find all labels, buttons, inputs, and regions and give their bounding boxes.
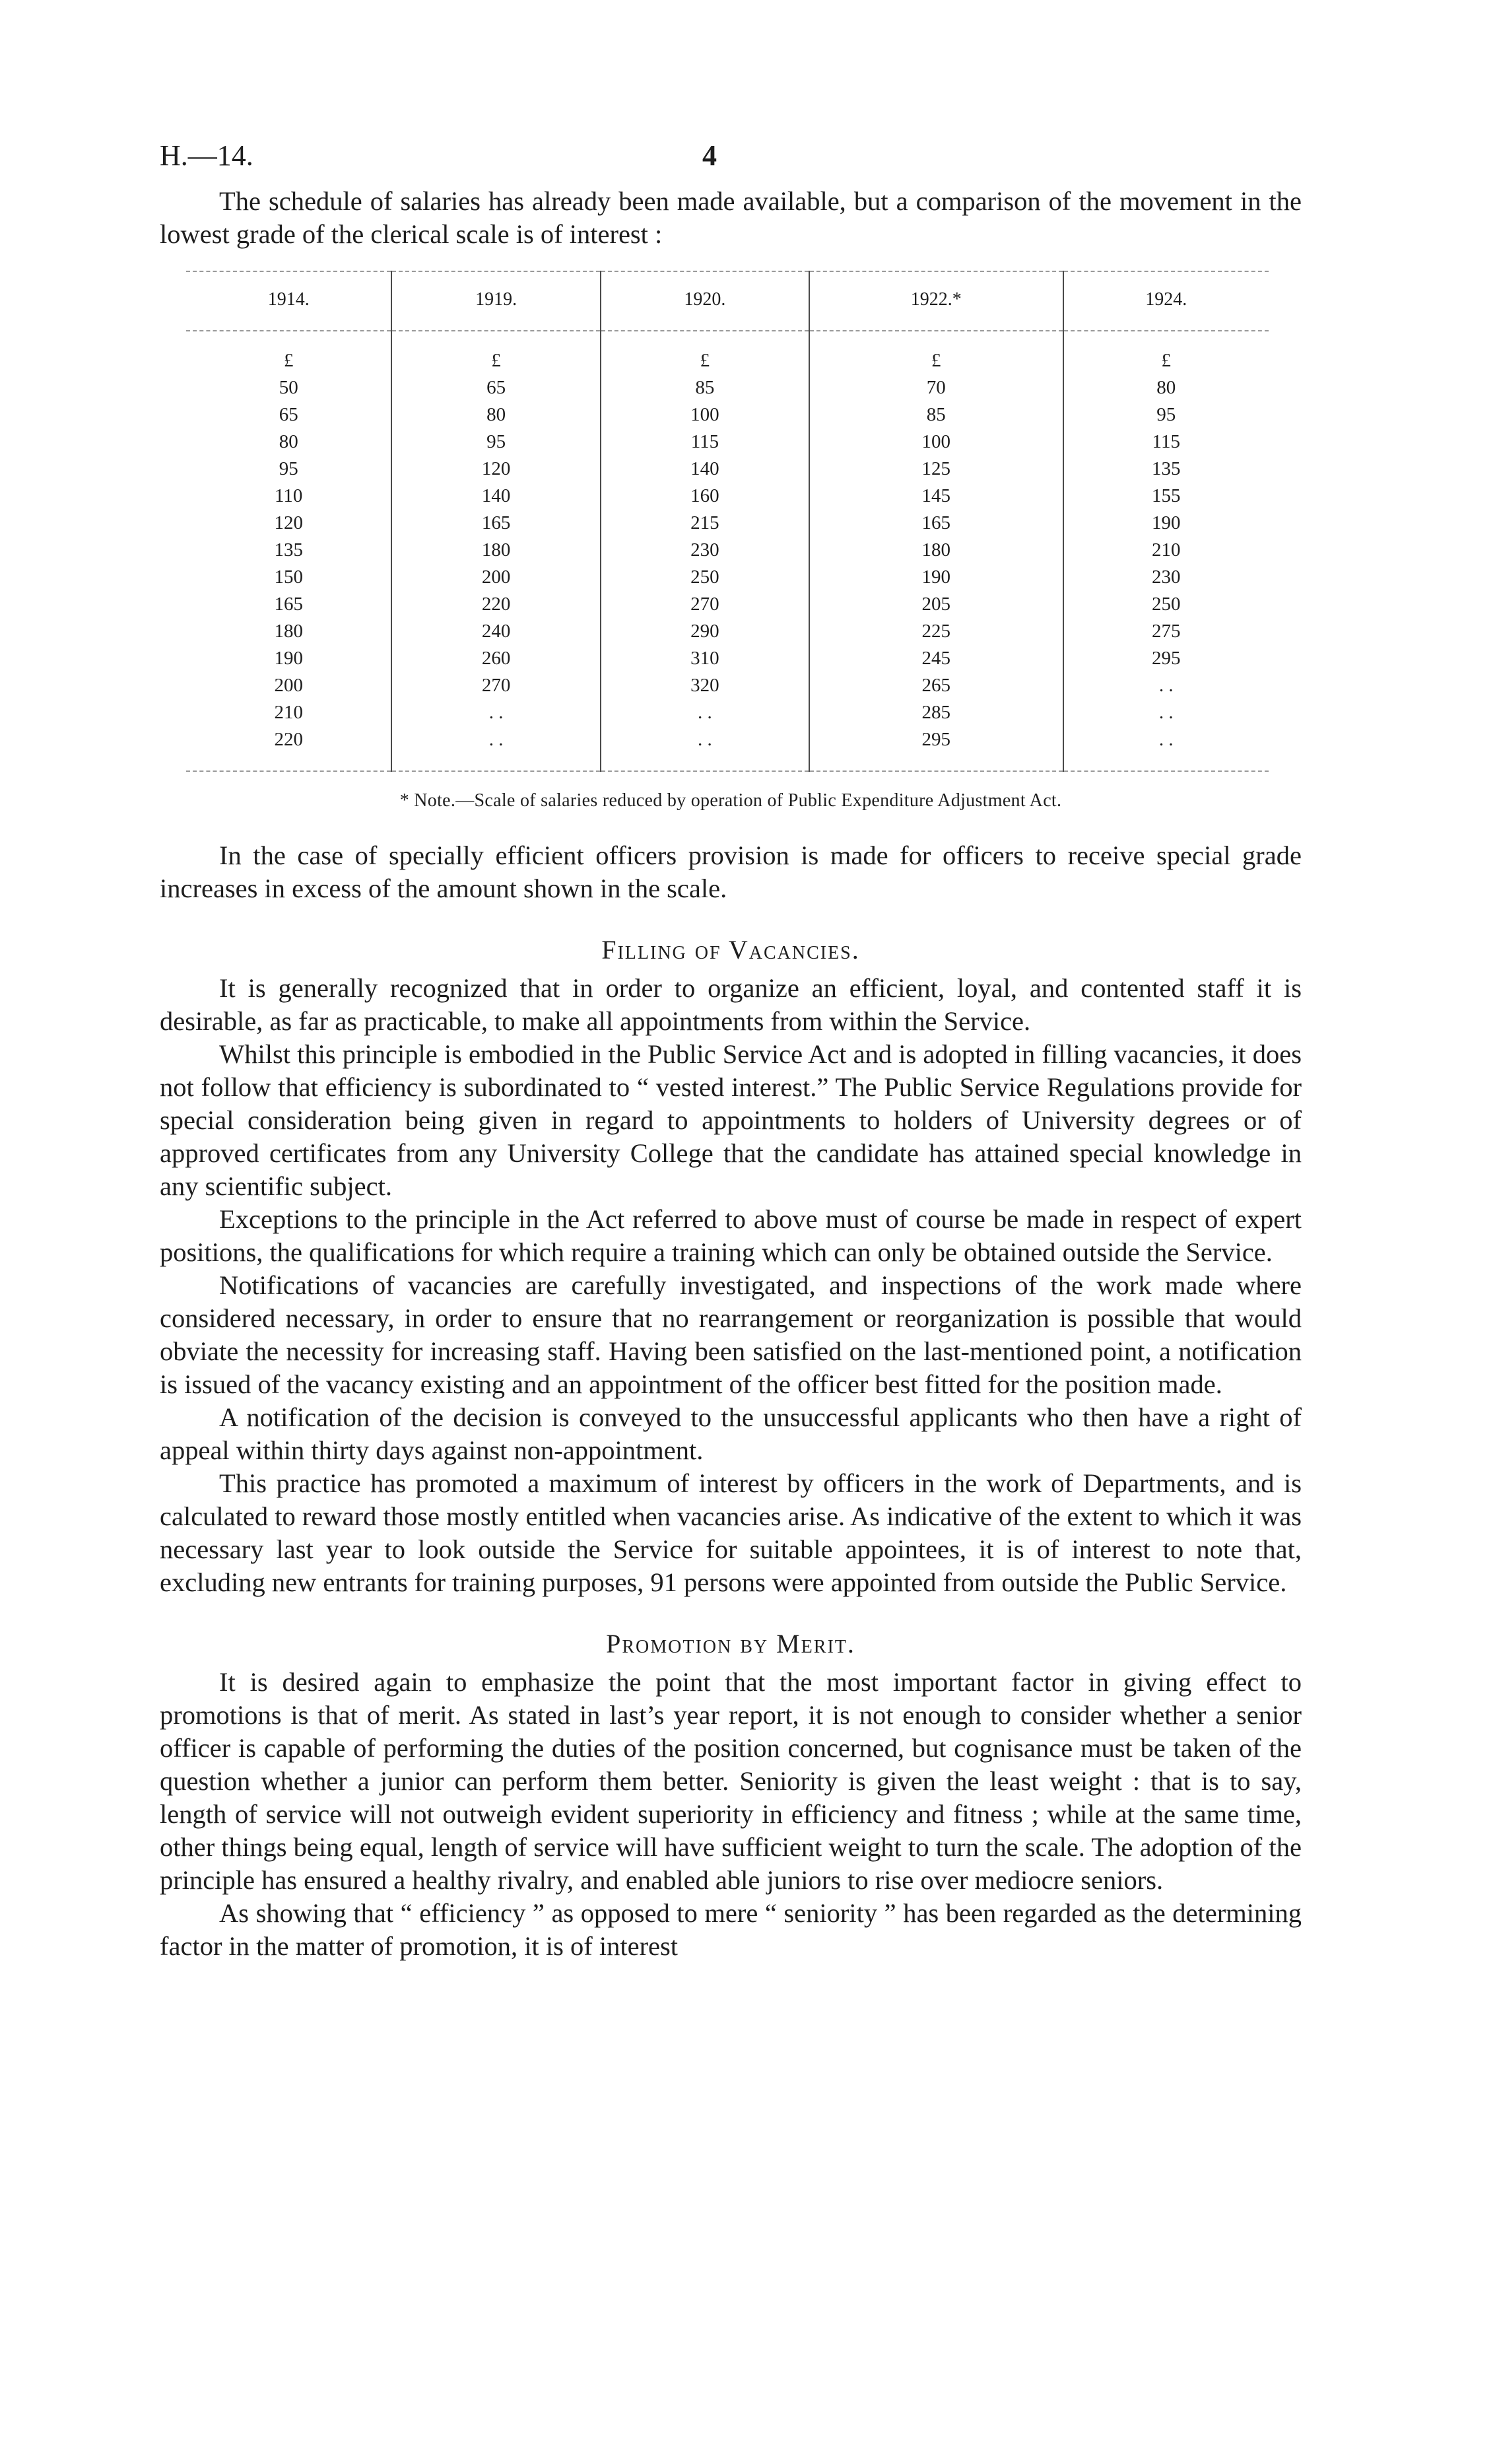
table-cell: 310	[601, 645, 809, 672]
table-row	[186, 331, 1269, 374]
table-cell: 210	[1063, 537, 1269, 564]
table-row	[186, 483, 1269, 510]
table-row	[186, 510, 1269, 537]
table-cell: 250	[1063, 591, 1269, 618]
paragraph: It is desired again to emphasize the point that the most important factor in giving effect to promotions is that of merit. As stated in last’s year report, it is not enough to consider whether a senior officer is capable of performing the duties of the position concerned, but cognisance must be taken of the question whether a junior can perform them better. Seniority is given the least weight : that is to say, length of service will not outweigh evident superiority in efficiency and fitness ; while at the same time, other things being equal, length of service will have sufficient weight to turn the scale. The adoption of the principle has ensured a healthy rivalry, and enabled able juniors to rise over mediocre seniors.	[160, 1667, 1302, 1895]
table-cell: 140	[601, 456, 809, 483]
table-cell: 180	[391, 537, 600, 564]
intro-paragraph: The schedule of salaries has already been made available, but a comparison of the movement in the lowest grade of the clerical scale is of interest :	[160, 186, 1302, 249]
table-cell: 135	[1063, 456, 1269, 483]
page-number: 4	[702, 139, 717, 172]
table-cell: £	[809, 331, 1063, 374]
table-cell: 95	[279, 458, 298, 479]
table-cell: 115	[1063, 428, 1269, 456]
table-cell: 50	[279, 377, 298, 398]
table-row	[186, 726, 1269, 771]
table-cell: 85	[601, 374, 809, 401]
table-cell: 80	[279, 431, 298, 452]
paragraph: A notification of the decision is conveyed to the unsuccessful applicants who then have a right of appeal within thirty days against non-appointment.	[160, 1402, 1302, 1465]
table-cell: 115	[601, 428, 809, 456]
table-cell: 155	[1063, 483, 1269, 510]
paragraph: Exceptions to the principle in the Act referred to above must of course be made in respect of expert positions, the qualifications for which require a training which can only be obtained outside the Service.	[160, 1204, 1302, 1267]
table-cell: 210	[274, 702, 303, 723]
table-cell: . .	[601, 699, 809, 726]
table-cell: 180	[809, 537, 1063, 564]
table-row	[186, 645, 1269, 672]
table-row	[186, 374, 1269, 401]
table-cell: . .	[1063, 699, 1269, 726]
table-cell: 165	[274, 594, 303, 615]
table-cell: 180	[274, 621, 303, 642]
table-cell: . .	[391, 726, 600, 771]
table-cell: . .	[1063, 672, 1269, 699]
table-cell: 165	[809, 510, 1063, 537]
paragraph: Notifications of vacancies are carefully investigated, and inspections of the work made where considered necessary, in order to ensure that no rearrangement or reorganization is possible that would obviate the necessity for increasing staff. Having been satisfied on the last-mentioned point, a notification is issued of the vacancy existing and an appointment of the officer best fitted for the position made.	[160, 1270, 1302, 1399]
table-body	[186, 331, 1269, 771]
column-header: 1924.	[1063, 271, 1269, 331]
table-cell: 135	[274, 539, 303, 561]
table-cell: 200	[391, 564, 600, 591]
table-cell: . .	[391, 699, 600, 726]
table-cell: 100	[809, 428, 1063, 456]
table-cell: 70	[809, 374, 1063, 401]
table-cell: 295	[1063, 645, 1269, 672]
table-cell: 200	[274, 675, 303, 696]
table-row	[186, 456, 1269, 483]
page-header	[160, 139, 1302, 185]
table-row	[186, 672, 1269, 699]
table-cell: 80	[1063, 374, 1269, 401]
table-cell: 240	[391, 618, 600, 645]
table-cell: 145	[809, 483, 1063, 510]
table-cell: 265	[809, 672, 1063, 699]
table-cell: 230	[1063, 564, 1269, 591]
column-header: 1922.*	[809, 271, 1063, 331]
table-cell: 215	[601, 510, 809, 537]
table-cell: 65	[391, 374, 600, 401]
section-heading-promotion: Promotion by Merit.	[606, 1629, 855, 1659]
table-cell: 205	[809, 591, 1063, 618]
table-cell: 190	[274, 648, 303, 669]
table-cell: 110	[275, 485, 303, 506]
table-cell: 225	[809, 618, 1063, 645]
table-cell: 125	[809, 456, 1063, 483]
table-cell: 220	[186, 726, 391, 771]
special-grade-paragraph: In the case of specially efficient officers provision is made for officers to receive special grade increases in excess of the amount shown in the scale.	[160, 840, 1302, 903]
table-cell: 120	[391, 456, 600, 483]
table-cell: £	[391, 331, 600, 374]
table-row	[186, 564, 1269, 591]
table-cell: 190	[1063, 510, 1269, 537]
table-cell: 270	[601, 591, 809, 618]
document-page	[160, 139, 1302, 1963]
table-row	[186, 591, 1269, 618]
table-cell: 95	[1063, 401, 1269, 428]
table-cell: 295	[809, 726, 1063, 771]
paragraph: Whilst this principle is embodied in the Public Service Act and is adopted in filling vacancies, it does not follow that efficiency is subordinated to “ vested interest.” The Public Service Regulations provide for special consideration being given in regard to appointments to holders of University degrees or of approved certificates from any University College that the candidate has attained special knowledge in any scientific subject.	[160, 1039, 1302, 1201]
table-row	[186, 537, 1269, 564]
column-header: 1919.	[391, 271, 600, 331]
table-cell: 320	[601, 672, 809, 699]
table-cell: 270	[391, 672, 600, 699]
table-cell: 230	[601, 537, 809, 564]
table-cell: 120	[274, 512, 303, 533]
table-cell: £	[601, 331, 809, 374]
table-cell: £	[283, 350, 294, 371]
document-reference: H.—14.	[160, 139, 253, 172]
table-cell: 160	[601, 483, 809, 510]
table-cell: 290	[601, 618, 809, 645]
column-header: 1920.	[601, 271, 809, 331]
table-cell: 245	[809, 645, 1063, 672]
table-row	[186, 618, 1269, 645]
paragraph: As showing that “ efficiency ” as opposed to mere “ seniority ” has been regarded as the determining factor in the matter of promotion, it is of interest	[160, 1898, 1302, 1961]
table-cell: . .	[1063, 726, 1269, 771]
table-cell: 165	[391, 510, 600, 537]
paragraph: This practice has promoted a maximum of interest by officers in the work of Departments, and is calculated to reward those mostly entitled when vacancies arise. As indicative of the extent to which it was necessary last year to look outside the Service for suitable appointees, it is of interest to note that, excluding new entrants for training purposes, 91 persons were appointed from outside the Public Service.	[160, 1468, 1302, 1597]
table-cell: 140	[391, 483, 600, 510]
table-cell: 250	[601, 564, 809, 591]
table-header-row	[186, 271, 1269, 331]
table-cell: 80	[391, 401, 600, 428]
table-cell: 275	[1063, 618, 1269, 645]
table-cell: . .	[601, 726, 809, 771]
table-cell: 85	[809, 401, 1063, 428]
table-cell: 285	[809, 699, 1063, 726]
table-cell: 260	[391, 645, 600, 672]
table-row	[186, 428, 1269, 456]
table-cell: 150	[274, 566, 303, 588]
column-header: 1914.	[186, 271, 391, 331]
table-cell: 95	[391, 428, 600, 456]
table-row	[186, 401, 1269, 428]
salary-comparison-table	[186, 271, 1269, 772]
table-cell: 190	[809, 564, 1063, 591]
table-cell: 100	[601, 401, 809, 428]
table-cell: £	[1063, 331, 1269, 374]
paragraph: It is generally recognized that in order to organize an efficient, loyal, and contented staff it is desirable, as far as practicable, to make all appointments from within the Service.	[160, 973, 1302, 1036]
table-cell: 65	[279, 404, 298, 425]
section-heading-vacancies: Filling of Vacancies.	[601, 935, 860, 965]
table-cell: 220	[391, 591, 600, 618]
table-footnote: * Note.—Scale of salaries reduced by operation of Public Expenditure Adjustment Act.	[399, 790, 1062, 811]
table-row	[186, 699, 1269, 726]
